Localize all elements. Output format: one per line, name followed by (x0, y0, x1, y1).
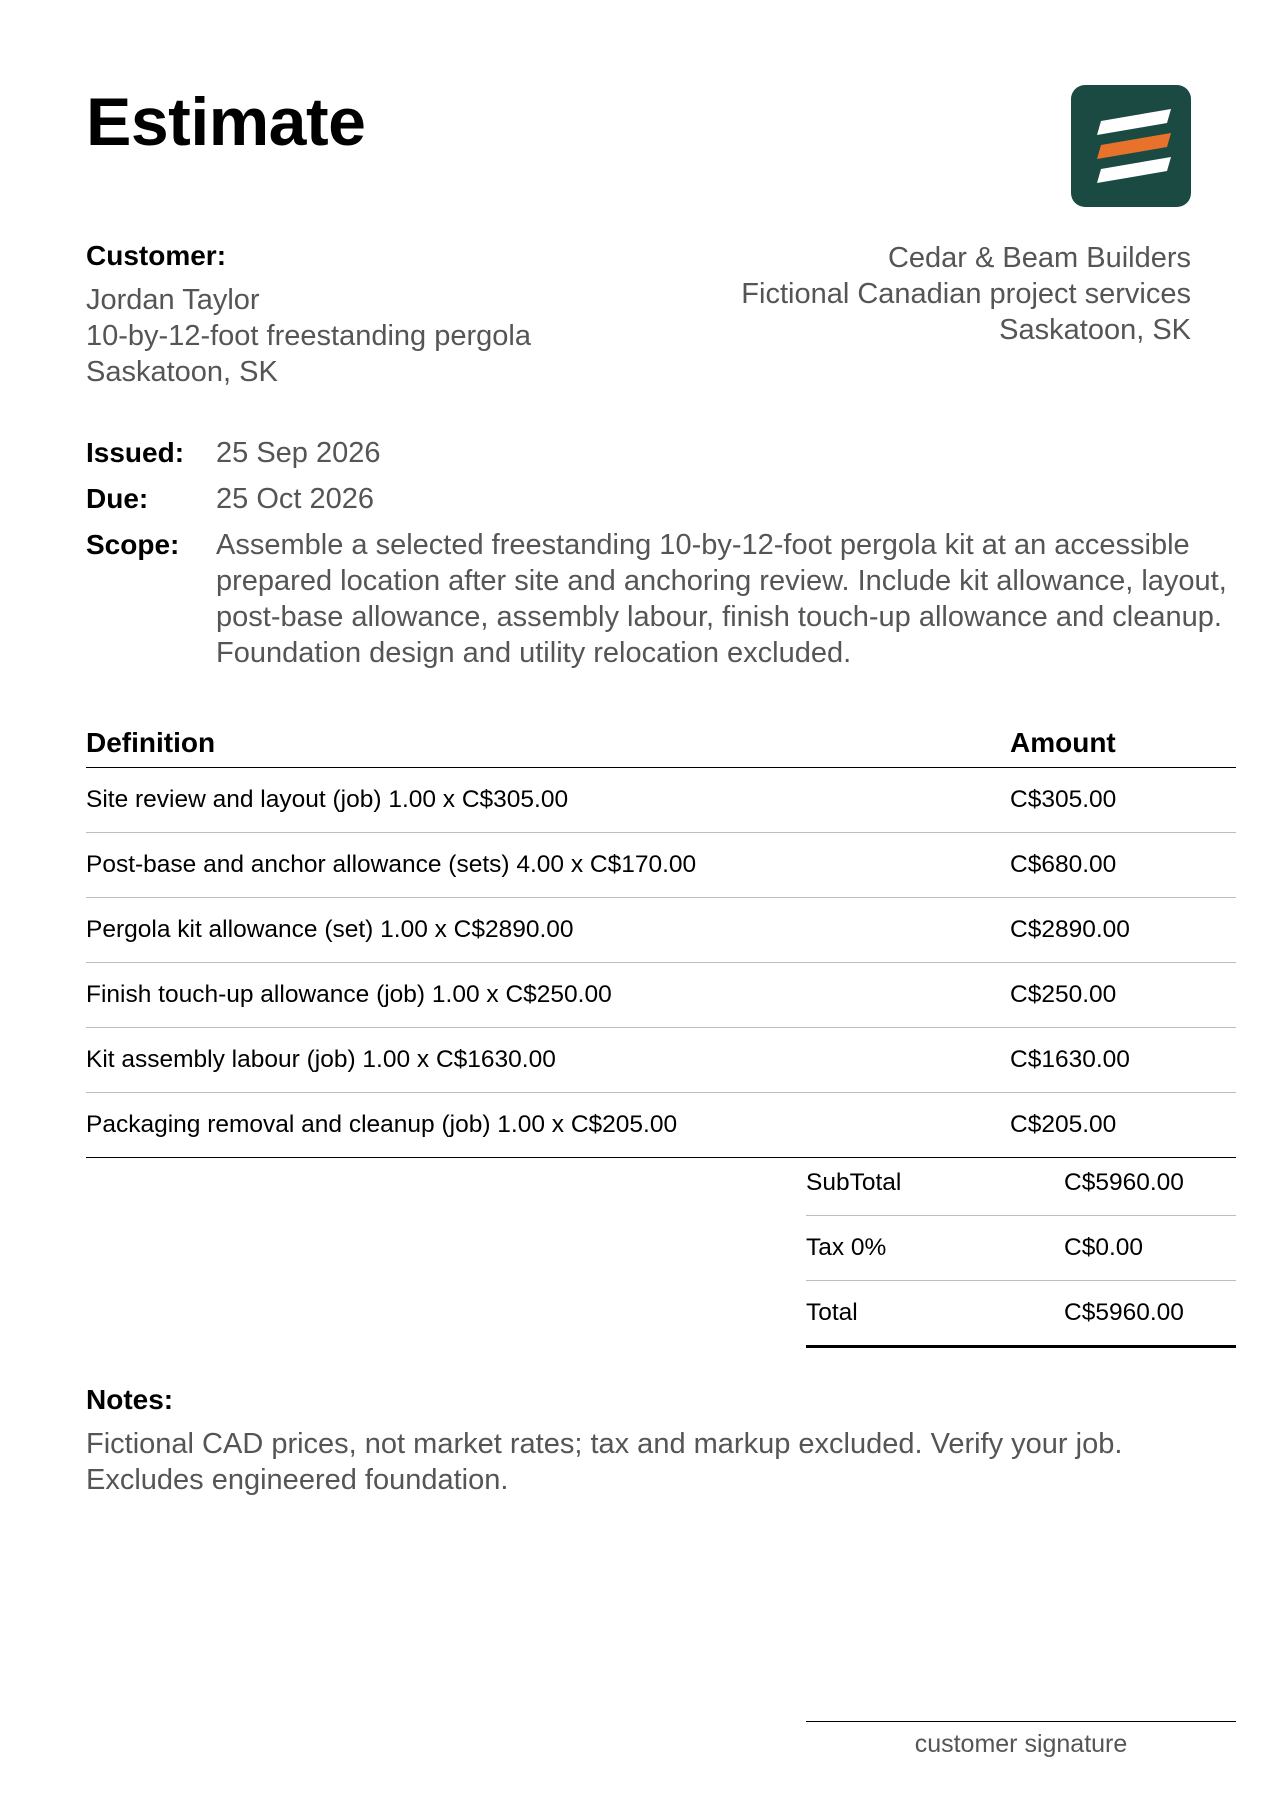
company-location: Saskatoon, SK (999, 314, 1191, 346)
row-amount: C$1630.00 (1010, 1046, 1130, 1073)
issued-date: 25 Sep 2026 (216, 437, 381, 469)
company-tagline: Fictional Canadian project services (741, 278, 1191, 310)
issued-row (86, 435, 1236, 471)
row-definition: Packaging removal and cleanup (job) 1.00 x C$205.00 (86, 1111, 678, 1138)
company-name: Cedar & Beam Builders (887, 242, 1191, 274)
row-definition: Post-base and anchor allowance (sets) 4.00 x C$170.00 (86, 851, 697, 878)
company-logo (1071, 85, 1191, 207)
due-label: Due: (86, 483, 149, 514)
company-block (631, 240, 1191, 348)
tax-label: Tax 0% (806, 1234, 887, 1261)
notes-text: Fictional CAD prices, not market rates; tax and markup excluded. Verify your job. Excludes engineered foundation. (86, 1428, 1123, 1496)
total-label: Total (806, 1299, 858, 1326)
subtotal-value: C$5960.00 (1064, 1169, 1184, 1196)
line-items-table (86, 723, 1236, 1158)
notes-label: Notes: (86, 1384, 174, 1415)
row-amount: C$205.00 (1010, 1111, 1117, 1138)
table-header (86, 723, 1236, 768)
row-definition: Kit assembly labour (job) 1.00 x C$1630.00 (86, 1046, 556, 1073)
table-row (86, 963, 1236, 1028)
tax-value: C$0.00 (1064, 1234, 1144, 1261)
row-definition: Pergola kit allowance (set) 1.00 x C$2890.00 (86, 916, 574, 943)
customer-block (86, 238, 726, 390)
amount-header: Amount (1010, 727, 1116, 758)
row-amount: C$680.00 (1010, 851, 1117, 878)
row-definition: Site review and layout (job) 1.00 x C$305.00 (86, 786, 569, 813)
issued-label: Issued: (86, 437, 185, 468)
table-row (86, 1028, 1236, 1093)
totals-block (806, 1151, 1236, 1348)
table-row (86, 898, 1236, 963)
row-amount: C$305.00 (1010, 786, 1117, 813)
notes-block (86, 1382, 1236, 1498)
estimate-page (86, 0, 1236, 1800)
total-row (806, 1281, 1236, 1348)
due-row (86, 481, 1236, 517)
layered-planks-icon (1071, 85, 1191, 207)
row-amount: C$2890.00 (1010, 916, 1130, 943)
subtotal-row (806, 1151, 1236, 1216)
estimate-meta (86, 435, 1236, 681)
signature-line (806, 1721, 1236, 1759)
customer-project: 10-by-12-foot freestanding pergola (86, 320, 531, 352)
customer-name: Jordan Taylor (86, 284, 260, 316)
table-row (86, 833, 1236, 898)
document-title: Estimate (86, 84, 366, 160)
table-row (86, 1093, 1236, 1158)
table-row (86, 768, 1236, 833)
definition-header: Definition (86, 727, 216, 758)
signature-label: customer signature (914, 1730, 1128, 1758)
total-value: C$5960.00 (1064, 1299, 1184, 1326)
scope-row (86, 527, 1236, 671)
due-date: 25 Oct 2026 (216, 483, 374, 515)
row-amount: C$250.00 (1010, 981, 1117, 1008)
customer-label: Customer: (86, 240, 227, 271)
row-definition: Finish touch-up allowance (job) 1.00 x C$250.00 (86, 981, 612, 1008)
subtotal-label: SubTotal (806, 1169, 902, 1196)
scope-text: Assemble a selected freestanding 10-by-12-foot pergola kit at an accessible prepared location after site and anchoring review. Include kit allowance, layout, post-base allowance, assembly labour, finish touch-up allowance and cleanup. Foundation design and utility relocation excluded. (216, 529, 1227, 669)
tax-row (806, 1216, 1236, 1281)
scope-label: Scope: (86, 529, 180, 560)
customer-location: Saskatoon, SK (86, 356, 278, 388)
